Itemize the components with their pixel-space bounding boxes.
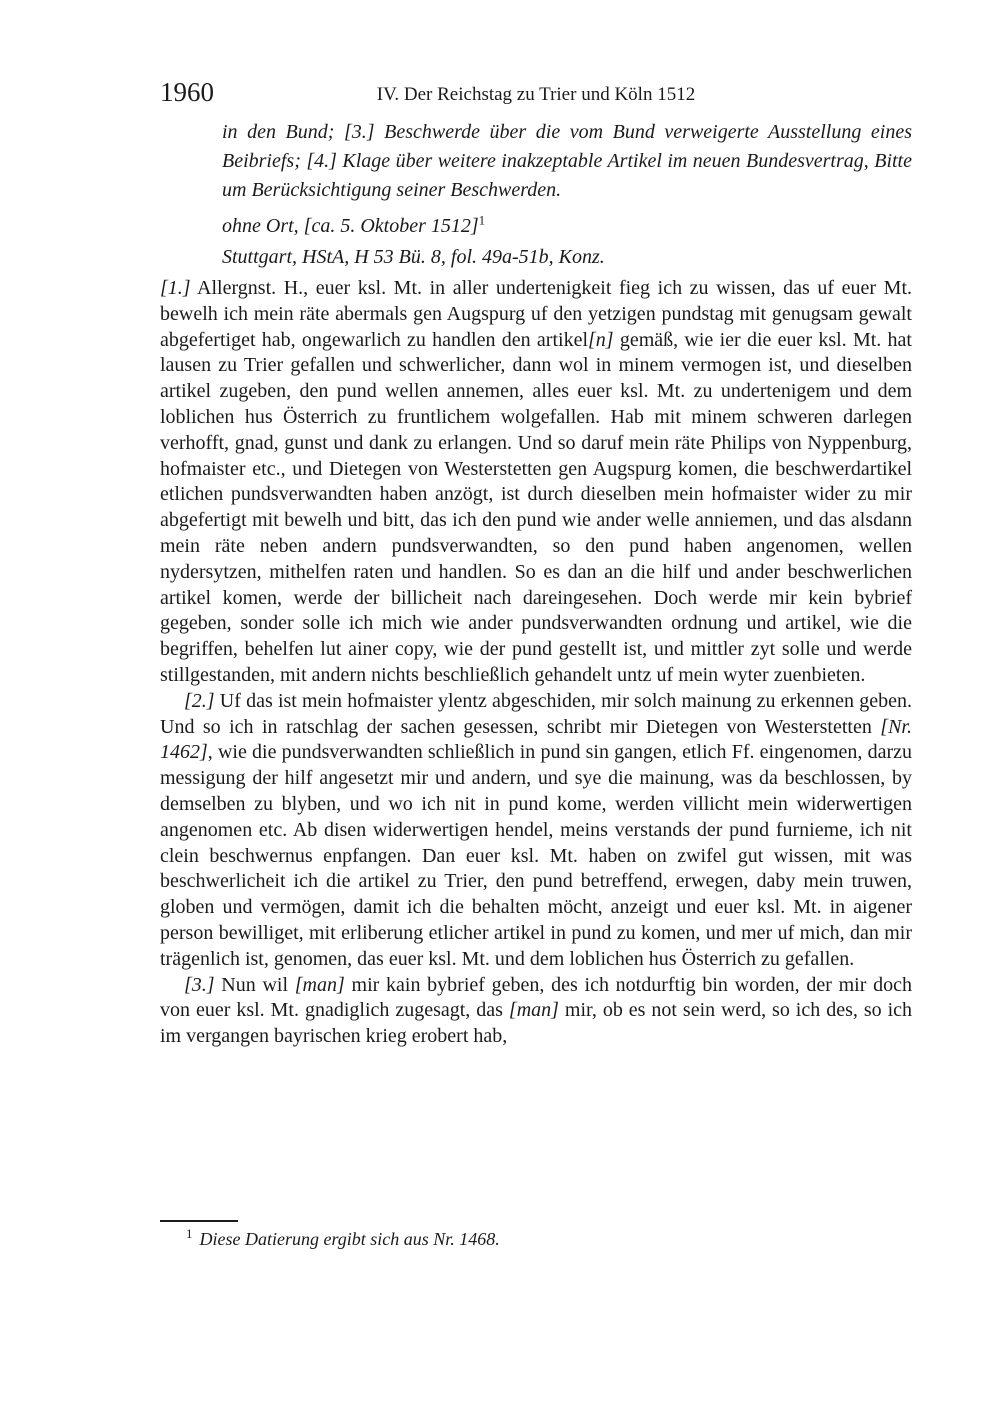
footnote-rule [160, 1220, 238, 1222]
page-number: 1960 [160, 77, 214, 107]
body-paragraph: [1.] Allergnst. H., euer ksl. Mt. in aller undertenigkeit fieg ich zu wissen, das uf euer Mt. bewelh ich mein räte abermals gen Augspurg uf den yetzigen pundstag mit genugsam gewalt abgefertiget hab, ongewarlich zu handlen den artikel[n] gemäß, wie ier die euer ksl. Mt. hat lausen zu Trier gefallen und schwerlicher, dann wol in minem vermogen ist, und dieselben artikel zugeben, den pund wellen annemen, alles euer ksl. Mt. zu undertenigem und dem loblichen hus Österrich zu fruntlichem wolgefallen. Hab mit minem schweren darlegen verhofft, gnad, gunst und dank zu erlangen. Und so daruf mein räte Philips von Nyppenburg, hofmaister etc., und Dietegen von Westerstetten gen Augspurg komen, die beschwerdartikel etlichen pundsverwandten haben anzögt, ist durch dieselben mein hofmaister wider zu mir abgefertigt mit bewelh und bitt, das ich den pund wie ander welle anniemen, und das alsdann mein räte neben andern pundsverwandten, so den pund haben angenomen, wellen nydersytzen, mithelfen raten und handlen. So es dan an die hilf und ander beschwerlichen artikel komen, werde der billicheit nach dareingesehen. Doch werde mir kein bybrief gegeben, sonder solle ich mich wie ander pundsverwandten ordnung und artikel, wie die begriffen, behelfen lut ainer copy, wie der pund gestellt ist, und mittler zyt solle und werde stillgestanden, mit andern nichts beschließlich gehandelt untz uf mein wyter zuenbieten. [160, 277, 912, 686]
archive-source: Stuttgart, HStA, H 53 Bü. 8, fol. 49a-51b, Konz. [222, 246, 605, 268]
footnote-text: Diese Datierung ergibt sich aus Nr. 1468. [199, 1229, 500, 1249]
running-header: IV. Der Reichstag zu Trier und Köln 1512 [376, 84, 696, 105]
footnote-ref: 1 [478, 212, 486, 228]
footnote-area [160, 1220, 912, 1251]
body-paragraph: [3.] Nun wil [man] mir kain bybrief geben, des ich notdurftig bin worden, der mir doch von euer ksl. Mt. gnadiglich zugesagt, das [man] mir, ob es not sein werd, so ich des, so ich im vergangen bayrischen krieg erobert hab, [160, 973, 913, 1048]
regest-summary: in den Bund; [3.] Beschwerde über die vom Bund verweigerte Ausstellung eines Beibriefs; [4.] Klage über weitere inakzeptable Artikel im neuen Bundesvertrag, Bitte um Berücksichtigung seiner Beschwerden. [222, 121, 912, 201]
page-header [160, 76, 912, 106]
body-paragraph: [2.] Uf das ist mein hofmaister ylentz abgeschiden, mir solch mainung zu erkennen geben. Und so ich in ratschlag der sachen gesessen, schribt mir Dietegen von Westerstetten [Nr. 1462], wie die pundsverwandten schließlich in pund sin gangen, etlich Ff. eingenomen, darzu messigung der hilf angesetzt mir und andern, und sye die mainung, was da beschlossen, by demselben zu blyben, und wo ich nit in pund kome, werden villicht mein widerwertigen angenomen etc. Ab disen widerwertigen hendel, meins verstands der pund furnieme, ich nit clein beschwernus enpfangen. Dan euer ksl. Mt. haben on zwifel gut wissen, mit was beschwerlicheit ich die artikel zu Trier, den pund betreffend, erwegen, daby mein truwen, globen und vermögen, damit ich die behalten möcht, anzeigt und euer ksl. Mt. in aigener person bewilliget, mit erliberung etlicher artikel in pund zu komen, und mer uf mich, dan mir trägenlich ist, genomen, das euer ksl. Mt. und dem loblichen hus Österrich zu gefallen. [160, 689, 912, 970]
regest-block [222, 118, 912, 272]
dateline-text: ohne Ort, [ca. 5. Oktober 1512] [222, 215, 479, 237]
document-body [160, 276, 912, 1050]
footnote-marker: 1 [186, 1226, 193, 1241]
dateline [222, 212, 912, 241]
footnote [160, 1227, 912, 1251]
